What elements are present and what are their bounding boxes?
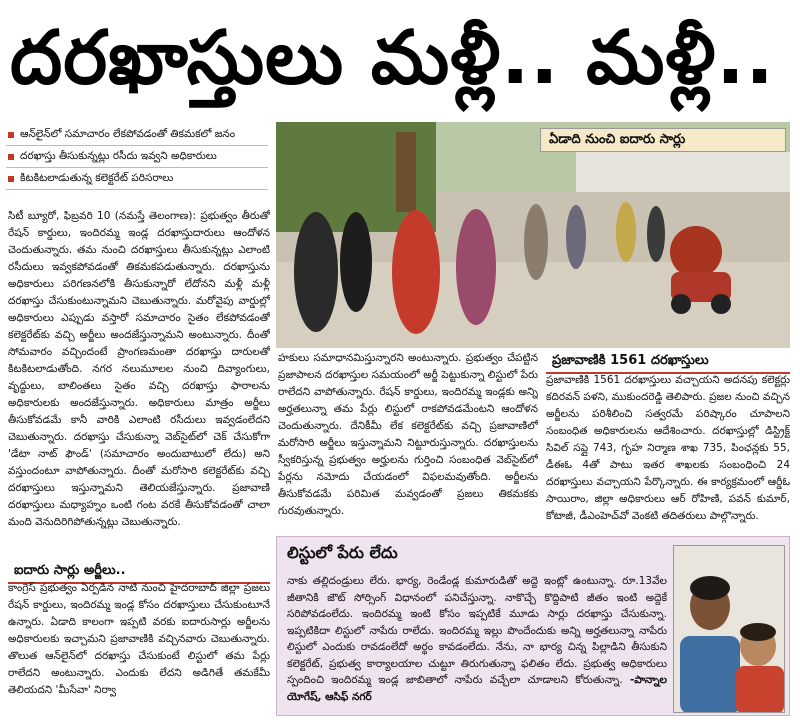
box-title: లిస్టులో పేరు లేదు	[287, 543, 398, 562]
subheading-right: ప్రజావాణికి 1561 దరఖాస్తులు	[546, 350, 790, 374]
bullet-square-icon	[8, 154, 14, 160]
bullet-item	[6, 168, 268, 190]
bullet-text: దరఖాస్తు తీసుకున్నట్లు రసీదు ఇవ్వని అధికారులు	[20, 150, 217, 162]
article-body-left-2: కాంగ్రెస్ ప్రభుత్వం ఏర్పడిన నాటి నుంచి హైదరాబాద్ జిల్లా ప్రజలు రేషన్ కార్డులు, ఇందిరమ్మ ఇండ్ల కోసం దరఖాస్తులు చేసుకుంటూనే ఉన్నారు. ఏడాది కాలంగా ఇప్పటి వరకు ఐదారుసార్లు అర్జీలను అధికారులకు ఇచ్చామని ప్రజావాణికి వచ్చినవారు చెబుతున్నారు. తొలుత ఆన్‌లైన్‌లో దరఖాస్తు చేసుకుంటే లిస్టులో తమ పేర్లు రాలేదని అంటున్నారు. ఎందుకు లేదని అడిగితే తమకేమీ తెలియదని 'మీసేవా' నిర్వా	[8, 582, 270, 696]
box-text	[287, 573, 667, 713]
news-photo	[276, 122, 790, 348]
bullet-item	[6, 146, 268, 168]
subheading-left: ఐదారు సార్లు అర్జీలు..	[8, 560, 270, 584]
box-body: నాకు తల్లిదండ్రులు లేరు. భార్య, రెండేండ్ల కుమారుడితో అద్దె ఇంట్లో ఉంటున్నా. రూ.13వేల జీతానికి జౌట్ సోర్సింగ్ విధానంలో పనిచేస్తున్నా. నాకొచ్చే కొద్దిపాటి జీతం ఇంటి అద్దెకే సరిపోవడంలేదు. ఇందిరమ్మ ఇంటి కోసం ఇప్పటికే మూడు సార్లు దరఖాస్తు చేసుకున్నా. ఇప్పటికిదా లిస్టులో నాపేరు రాలేదు. ఇందిరమ్మ ఇల్లు పొందేందుకు అన్ని అర్హతలున్నా నాపేరు లిస్టులో ఎందుకు రావడంలేదో అర్థం కావడంలేదు. నేను, నా భార్య చిన్న పిల్లాడిని తీసుకుని కలెక్టరేట్, ప్రభుత్వ కార్యాలయాల చుట్టూ తిరుగుతున్నా ఫలితం లేదు. ప్రభుత్వ అధికారులు స్పందించి ఇందిరమ్మ ఇండ్ల జాబితాలో నాపేరు వచ్చేలా చూడాలని కోరుతున్నా.	[287, 575, 667, 686]
article-body-right: ప్రజావాణికి 1561 దరఖాస్తులు వచ్చాయని అదనపు కలెక్టర్లు కదిరవన్ పళని, ముకుందరెడ్డి తెలిపారు. ప్రజల నుంచి వచ్చిన అర్జీలను పరిశీలించి సత్వరమే పరిష్కారం చూపాలని సంబంధిత అధికారులను ఆదేశించారు. దరఖాస్తుల్లో డిస్ట్రిక్ట్ సివిల్ సప్లై 743, గృహ నిర్మాణ శాఖ 735, పింఛన్లకు 55, డీఈఓ 4తో పాటు ఇతర శాఖలకు సంబంధించి 24 దరఖాస్తులు వచ్చాయని పేర్కొన్నారు. ఈ కార్యక్రమంలో ఆర్డీఓ సాయిరాం, జిల్లా అధికారులు ఆర్ రోహిణి, పవన్ కుమార్, కోటాజీ, డీఎంహెచ్‌వో వెంకటి తదితరులు పాల్గొన్నారు.	[546, 374, 790, 522]
article-body-left: సిటీ బ్యూరో, ఫిబ్రవరి 10 (నమస్తే తెలంగాణ): ప్రభుత్వం తీరుతో రేషన్ కార్డులు, ఇందిరమ్మ ఇండ్ల దరఖాస్తుదారులు ఆందోళన చెందుతున్నారు. తమ నుంచి దరఖాస్తులు తీసుకున్నట్లు ఎలాంటి రసీదులు ఇవ్వకపోవడంతో తికమకపడుతున్నారు. దరఖాస్తును అధికారులు పరిగణనలోకి తీసుకున్నారో లేదోనని మళ్లీ మళ్లీ దరఖాస్తు చేసుకుంటున్నామని చెబుతున్నారు. మరోవైపు వార్డుల్లో అధికారులు ఎప్పుడు వస్తారో సమాచారం సైతం లేకపోవడంతో కలెక్టరేట్‌కు వచ్చి అర్జీలు అందజేస్తున్నామని అంటున్నారు. దీంతో సోమవారం వచ్చిందంటే ప్రాంగణమంతా దరఖాస్తు దారులతో కిటకిటలాడుతోంది. నగర నలుమూలల నుంచి దివ్యాంగులు, వృద్ధులు, బాలింతలు సైతం వచ్చి దరఖాస్తు ఫారాలను అధికారులకు అందజేస్తున్నారు. అధికారులు మాత్రం అర్జీలు తీసుకోవడమే కానీ వారికి ఎలాంటి రసీదులు ఇవ్వడంలేదని చెబుతున్నారు. దరఖాస్తు చేసుకున్నా వెబ్‌సైట్‌లో చెక్ చేసుకోగా 'డేటా నాట్ ఫౌండ్' (సమాచారం అందుబాటులో లేదు) అని వస్తుందంటూ వాపోతున్నారు. దీంతో మరోసారి కలెక్టరేట్‌కు వచ్చి దరఖాస్తులు ఇస్తున్నామని తెలియజేస్తున్నారు. ప్రజావాణి దరఖాస్తులు మధ్యాహ్నం ఒంటి గంట వరకే తీసుకోవడంతో చాలా మంది వెనుదిరిగిపోతున్నట్లు చెబుతున్నారు.	[8, 210, 270, 528]
headline: దరఖాస్తులు మళ్లీ.. మళ్లీ..	[10, 15, 775, 101]
article-body-middle: హకులు సమాధానమిస్తున్నారని అంటున్నారు. ప్రభుత్వం చేపట్టిన ప్రజాపాలన దరఖాస్తుల సమయంలో అర్జీ పెట్టుకున్నా లిస్టులో పేరు రాలేదని వాపోతున్నారు. రేషన్ కార్డులు, ఇందిరమ్మ ఇండ్లకు అన్ని అర్హతలున్నా తమ పేర్లు లిస్టులో రాకపోవడమేంటని ఆందోళన చెందుతున్నారు. దేనికీమీ లేక కలెక్టరేట్‌కు వచ్చి ప్రజావాణిలో మరోసారి అర్జీలు ఇస్తున్నామని నిట్టూరుస్తున్నారు. దరఖాస్తులను స్వీకరిస్తున్న ప్రభుత్వం అర్హులను గుర్తించి సంబంధిత వెబ్‌సైట్‌లో పేర్లను నమోదు చేయడంలో విఫలమవుతోంది. అర్జీలను తీసుకోవడమే పరిమిత మవ్వడంతో ప్రజలు తికమకకు గురవుతున్నారు.	[278, 352, 538, 517]
box-byline: -పాన్నాల యోగేష్, ఆసిఫ్ నగర్	[287, 674, 667, 703]
sidebar-box	[276, 536, 790, 716]
bullet-item	[6, 124, 268, 146]
bullet-list	[6, 124, 268, 190]
bullet-text: కిటకిటలాడుతున్న కలెక్టరేట్ పరిసరాలు	[20, 172, 174, 184]
person-photo	[673, 545, 785, 713]
bullet-square-icon	[8, 176, 14, 182]
bullet-square-icon	[8, 132, 14, 138]
photo-caption: ఏడాది నుంచి ఐదారు సార్లు	[540, 128, 786, 152]
bullet-text: ఆన్‌లైన్‌లో సమాచారం లేకపోవడంతో తికమకలో జనం	[20, 128, 236, 140]
